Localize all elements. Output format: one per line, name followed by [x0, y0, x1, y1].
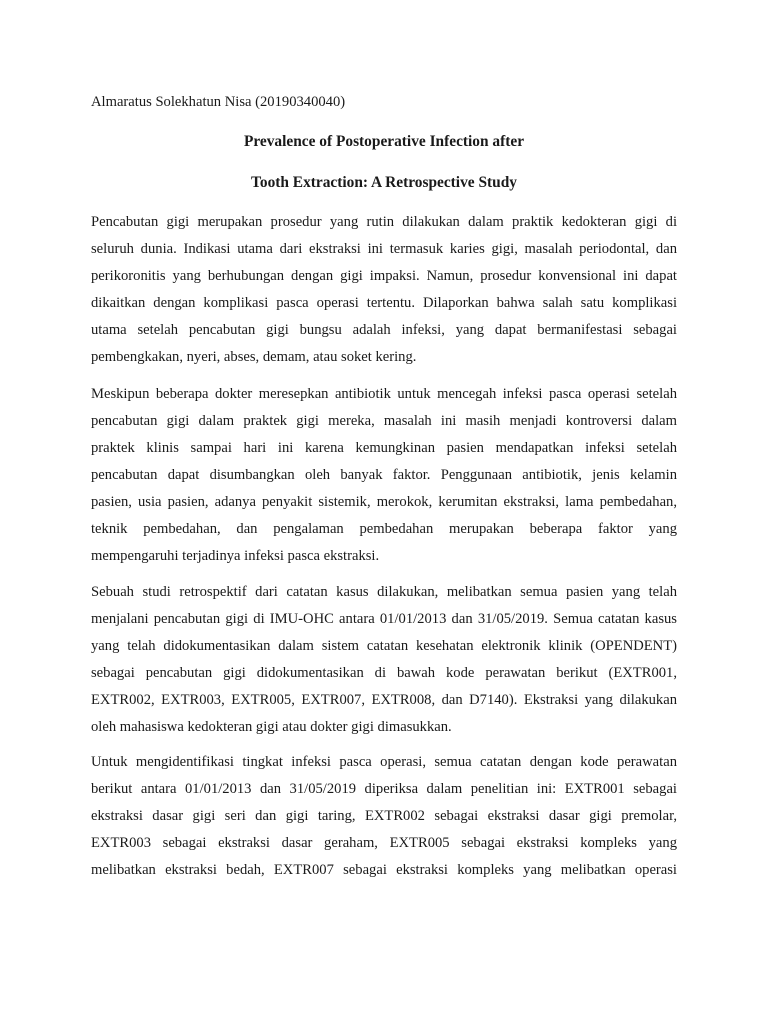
paragraph-line: EXTR003 sebagai ekstraksi dasar geraham, EXTR005 sebagai ekstraksi kompleks yang: [91, 835, 677, 851]
author-line: Almaratus Solekhatun Nisa (20190340040): [91, 94, 346, 110]
paragraph-line: perikoronitis yang berhubungan dengan gigi impaksi. Namun, prosedur konvensional ini dapat: [91, 268, 677, 284]
paragraph-line: Meskipun beberapa dokter meresepkan antibiotik untuk mencegah infeksi pasca operasi setelah: [91, 386, 677, 402]
paragraph-1: [91, 209, 677, 371]
paragraph-line: teknik pembedahan, dan pengalaman pembedahan merupakan beberapa faktor yang: [91, 521, 677, 537]
paragraph-line: Sebuah studi retrospektif dari catatan kasus dilakukan, melibatkan semua pasien yang telah: [91, 584, 677, 600]
paragraph-line: berikut antara 01/01/2013 dan 31/05/2019 diperiksa dalam penelitian ini: EXTR001 sebagai: [91, 781, 677, 797]
paragraph-line: mempengaruhi terjadinya infeksi pasca ekstraksi.: [91, 548, 380, 564]
title-line-1: Prevalence of Postoperative Infection after: [243, 133, 525, 150]
paragraph-line: utama setelah pencabutan gigi bungsu adalah infeksi, yang dapat bermanifestasi sebagai: [91, 322, 677, 338]
paragraph-line: seluruh dunia. Indikasi utama dari ekstraksi ini termasuk karies gigi, masalah periodontal, dan: [91, 241, 677, 257]
paragraph-2: [91, 381, 677, 570]
paragraph-line: praktek klinis sampai hari ini karena kemungkinan pasien mendapatkan infeksi setelah: [91, 440, 677, 456]
paragraph-line: Untuk mengidentifikasi tingkat infeksi pasca operasi, semua catatan dengan kode perawatan: [91, 754, 677, 770]
paragraph-line: pasien, usia pasien, adanya penyakit sistemik, merokok, kerumitan ekstraksi, lama pembedahan,: [91, 494, 677, 510]
paragraph-line: pencabutan gigi dalam praktek gigi mereka, masalah ini masih menjadi kontroversi dalam: [91, 413, 677, 429]
paragraph-line: dikaitkan dengan komplikasi pasca operasi tertentu. Dilaporkan bahwa salah satu komplikasi: [91, 295, 677, 311]
title-line-2: Tooth Extraction: A Retrospective Study: [251, 174, 517, 191]
paragraph-line: oleh mahasiswa kedokteran gigi atau dokter gigi dimasukkan.: [91, 719, 452, 735]
paragraph-line: ekstraksi dasar gigi seri dan gigi taring, EXTR002 sebagai ekstraksi dasar gigi premolar,: [91, 808, 677, 824]
paragraph-4: [91, 749, 677, 884]
paragraph-line: melibatkan ekstraksi bedah, EXTR007 sebagai ekstraksi kompleks yang melibatkan operasi: [91, 862, 677, 878]
paragraph-line: EXTR002, EXTR003, EXTR005, EXTR007, EXTR008, dan D7140). Ekstraksi yang dilakukan: [91, 692, 677, 708]
paragraph-line: pembengkakan, nyeri, abses, demam, atau soket kering.: [91, 349, 417, 365]
paragraph-3: [91, 579, 677, 741]
paragraph-line: yang telah didokumentasikan dalam sistem catatan kesehatan elektronik klinik (OPENDENT): [91, 638, 677, 654]
paragraph-line: sebagai pencabutan gigi didokumentasikan di bawah kode perawatan berikut (EXTR001,: [91, 665, 677, 681]
paragraph-line: pencabutan dapat disumbangkan oleh banyak faktor. Penggunaan antibiotik, jenis kelamin: [91, 467, 677, 483]
paragraph-line: menjalani pencabutan gigi di IMU-OHC antara 01/01/2013 dan 31/05/2019. Semua catatan kasus: [91, 611, 677, 627]
paragraph-line: Pencabutan gigi merupakan prosedur yang rutin dilakukan dalam praktik kedokteran gigi di: [91, 214, 677, 230]
